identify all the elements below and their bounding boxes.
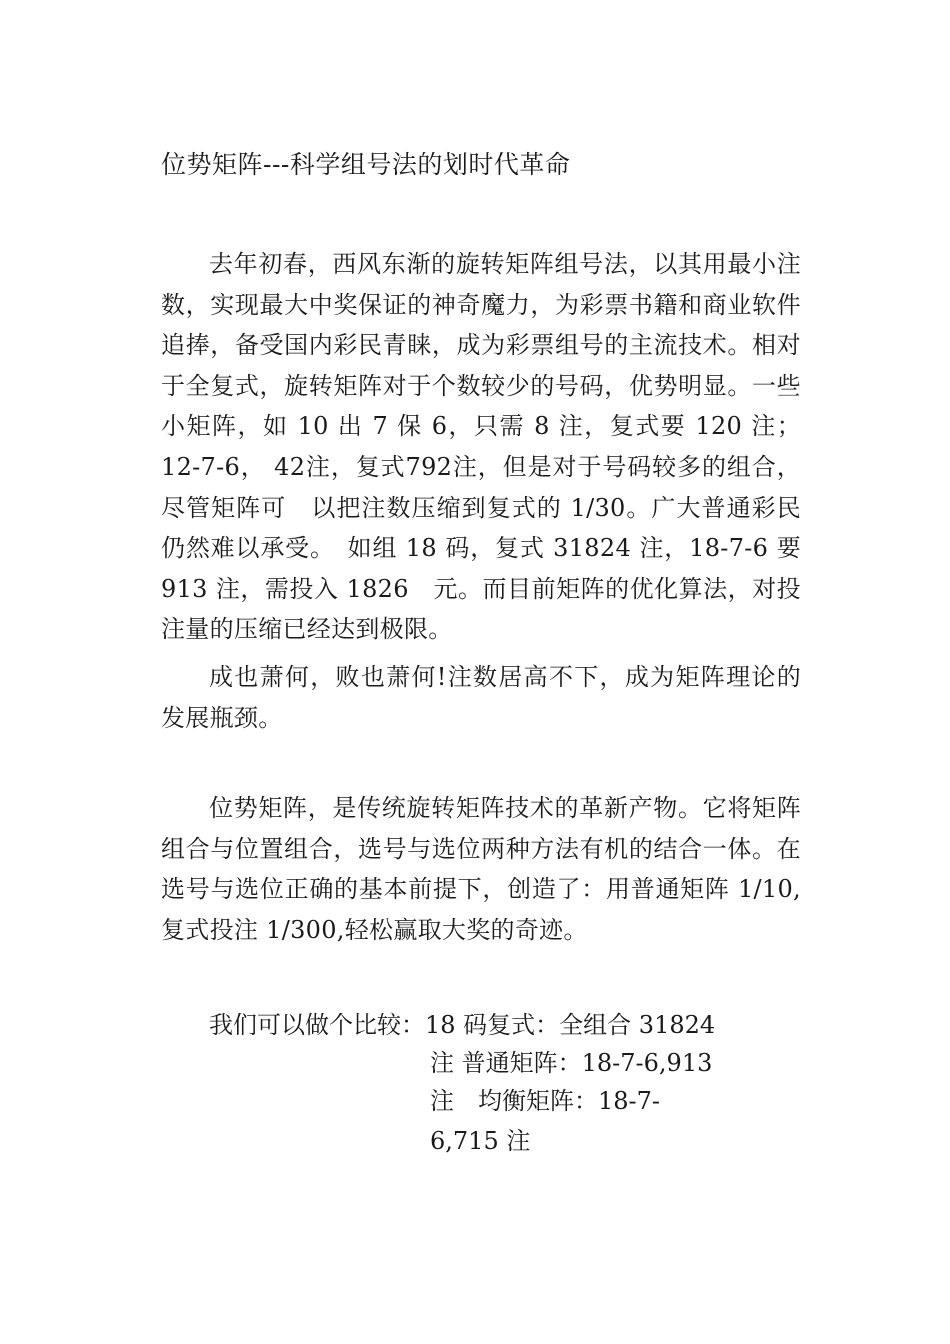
paragraph-1: 去年初春，西风东渐的旋转矩阵组号法，以其用最小注数，实现最大中奖保证的神奇魔力，为彩票书籍和商业软件追捧，备受国内彩民青睐，成为彩票组号的主流技术。相对于全复式，旋转矩阵对于个数较少的号码，优势明显。一些小矩阵，如 10 出 7 保 6，只需 8 注，复式要 120 注； 12-7-6， 42注，复式792注，但是对于号码较多的组合，尽管矩阵可 以把注数压缩到复式的 1/30。广大普通彩民仍然难以承受。 如组 18 码，复式 31824 注，18-7-6 要 913 注，需投入 1826 元。而目前矩阵的优化算法，对投注量的压缩已经达到极限。 [161,250,801,644]
comparison-lead: 我们可以做个比较：18 码复式：全组合 31824 [209,1011,716,1039]
paragraph-3: 位势矩阵，是传统旋转矩阵技术的革新产物。它将矩阵 组合与位置组合，选号与选位两种方法有机的结合一体。在 选号与选位正确的基本前提下，创造了：用普通矩阵 1/10, 复式投注 1/300,轻松赢取大奖的奇迹。 [161,794,801,944]
document-title: 位势矩阵---科学组号法的划时代革命 [161,150,571,179]
comparison-line-2: 注 均衡矩阵：18-7- [430,1087,661,1115]
comparison-line-1: 注 普通矩阵：18-7-6,913 [430,1049,713,1077]
paragraph-2: 成也萧何，败也萧何!注数居高不下，成为矩阵理论的发展瓶颈。 [161,663,801,732]
comparison-line-3: 6,715 注 [430,1127,531,1155]
